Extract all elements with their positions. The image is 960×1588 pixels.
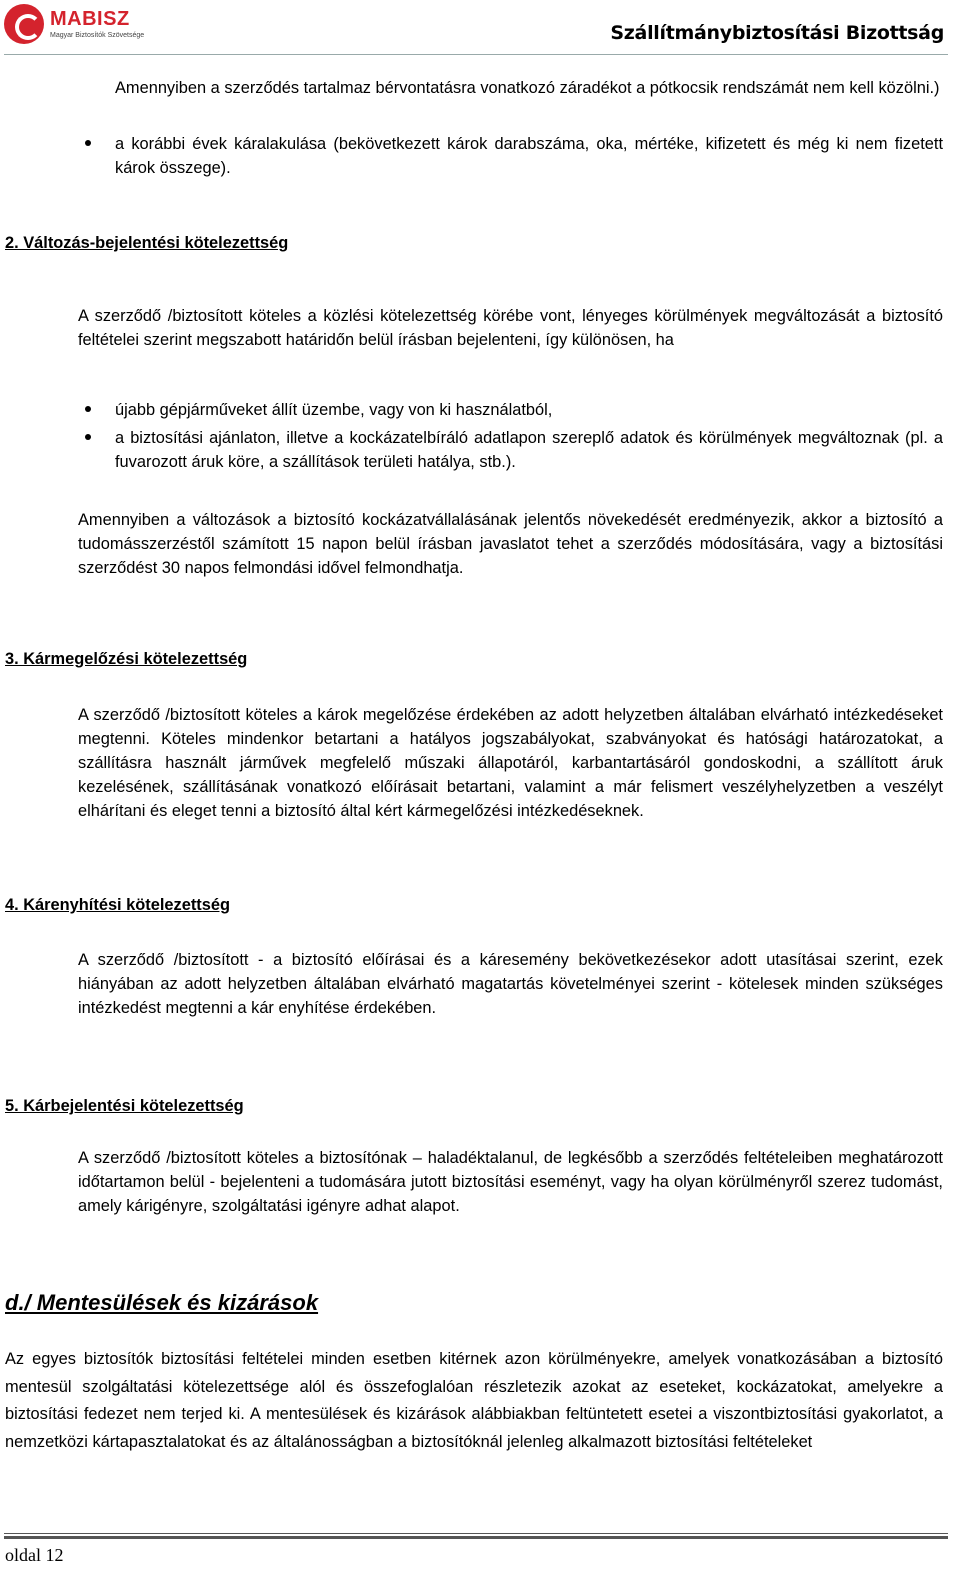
section-3-paragraph: A szerződő /biztosított köteles a károk megelőzése érdekében az adott helyzetben általában elvárható intézkedéseket megtenni. Köteles mindenkor betartani a hatályos jogszabályokat, szabványokat és hatósági határozatokat, a szállításra használt járművek megfelelő műszaki állapotáról, karbantartásáról gondoskodni, a szállított áruk kezelésének, szállításának vonatkozó előírásait betartani, valamint a már felismert veszélyhelyzetben a veszélyt elhárítani és eleget tenni a biztosító által kért kármegelőzési intézkedéseknek.	[78, 706, 943, 820]
bullet-icon	[85, 406, 91, 412]
header-divider	[4, 54, 948, 55]
intro-paragraph-continued: Amennyiben a szerződés tartalmaz bérvontatásra vonatkozó záradékot a pótkocsik rendszámát nem kell közölni.)	[115, 79, 940, 97]
bullet-icon	[85, 434, 91, 440]
section-2-bullet-1: újabb gépjárműveket állít üzembe, vagy von ki használatból,	[115, 401, 553, 419]
section-2-paragraph-2: Amennyiben a változások a biztosító kockázatvállalásának jelentős növekedését eredményezik, akkor a biztosító a tudomásszerzéstől számított 15 napon belül írásban javaslatot tehet a szerződés módosítására, vagy a biztosítási szerződést 30 napos felmondási idővel felmondhatja.	[78, 511, 943, 577]
bullet-icon	[85, 140, 91, 146]
section-4-paragraph: A szerződő /biztosított - a biztosító előírásai és a káresemény bekövetkezésekor adott utasításai szerint, ezek hiányában az adott helyzetben általában elvárható magatartás követelményei szerint - kötelesek minden szükséges intézkedést megtenni a kár enyhítése érdekében.	[78, 951, 943, 1017]
logo-name: MABISZ	[50, 8, 130, 30]
section-5-paragraph: A szerződő /biztosított köteles a biztosítónak – haladéktalanul, de legkésőbb a szerződés feltételeiben meghatározott időtartamon belül - bejelenteni a tudomására jutott biztosítási eseményt, vagy ha olyan körülményről szerez tudomást, amely kárigényre, szolgáltatási igényre adhat alapot.	[78, 1149, 943, 1215]
mabisz-logo	[4, 2, 154, 46]
section-2-paragraph-1: A szerződő /biztosított köteles a közlési kötelezettség körébe vont, lényeges körülmények megváltozását a biztosító feltételei szerint megszabott határidőn belül írásban bejelenteni, így különösen, ha	[78, 307, 943, 349]
section-d-paragraph: Az egyes biztosítók biztosítási feltételei minden esetben kitérnek azon körülményekre, amelyek vonatkozásában a biztosító mentesül szolgáltatási kötelezettsége alól és összefoglalóan részletezik azokat az eseteket, kockázatokat, amelyekre a biztosítási fedezet nem terjed ki. A mentesülések és kizárások alábbiakban feltüntetett esetei a viszontbiztosítási gyakorlatot, a nemzetközi kártapasztalatokat és az általánosságban a biztosítóknál jelenleg alkalmazott biztosítási feltételeket	[5, 1350, 943, 1451]
logo-subtitle: Magyar Biztosítók Szövetsége	[50, 32, 145, 39]
section-3-heading: 3. Kármegelőzési kötelezettség	[5, 650, 248, 668]
section-4-heading: 4. Kárenyhítési kötelezettség	[5, 896, 231, 914]
logo-mark-icon	[4, 4, 44, 44]
intro-bullet-item: a korábbi évek káralakulása (bekövetkezett károk darabszáma, oka, mértéke, kifizetett és még ki nem fizetett károk összege).	[115, 135, 943, 177]
section-2-heading: 2. Változás-bejelentési kötelezettség	[5, 234, 289, 252]
section-d-heading: d./ Mentesülések és kizárások	[5, 1290, 319, 1315]
page-number: oldal 12	[5, 1545, 64, 1565]
footer-divider-thin	[4, 1533, 948, 1534]
page-header	[0, 0, 960, 54]
footer-divider-thick	[4, 1536, 948, 1539]
header-title: Szállítmánybiztosítási Bizottság	[610, 22, 944, 44]
section-2-bullet-2: a biztosítási ajánlaton, illetve a kockázatelbíráló adatlapon szereplő adatok és körülmények megváltoznak (pl. a fuvarozott áruk köre, a szállítások területi hatálya, stb.).	[115, 429, 943, 471]
section-5-heading: 5. Kárbejelentési kötelezettség	[5, 1097, 244, 1115]
